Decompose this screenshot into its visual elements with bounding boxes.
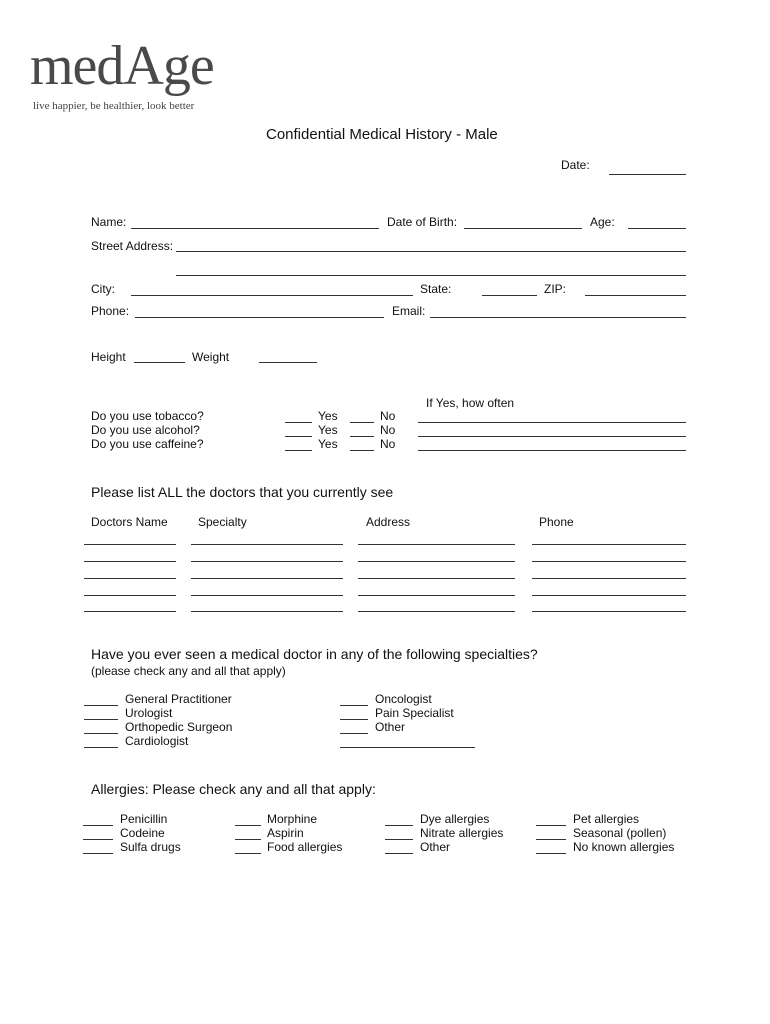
doctor-address-field[interactable] xyxy=(358,561,515,562)
allergy-morphine: Morphine xyxy=(267,812,318,826)
height-field[interactable] xyxy=(134,362,185,363)
doctor-specialty-field[interactable] xyxy=(191,544,343,545)
tobacco-no-blank[interactable] xyxy=(350,422,374,423)
caffeine-question: Do you use caffeine? xyxy=(91,437,204,451)
zip-field[interactable] xyxy=(585,295,686,296)
doctor-phone-field[interactable] xyxy=(532,611,686,612)
allergy-other: Other xyxy=(420,840,451,854)
allergy-nitrate-allergies: Nitrate allergies xyxy=(420,826,504,840)
doctor-name-field[interactable] xyxy=(84,561,176,562)
allergy-check-blank[interactable] xyxy=(235,853,261,854)
specialty-check-blank[interactable] xyxy=(340,733,368,734)
medage-logo xyxy=(30,35,270,118)
logo-wordmark: medAge xyxy=(30,35,214,97)
alcohol-no-blank[interactable] xyxy=(350,436,374,437)
doctor-address-field[interactable] xyxy=(358,611,515,612)
phone-label: Phone: xyxy=(91,304,130,318)
doctor-specialty-field[interactable] xyxy=(191,611,343,612)
allergy-seasonal-pollen: Seasonal (pollen) xyxy=(573,826,667,840)
age-field[interactable] xyxy=(628,228,686,229)
email-field[interactable] xyxy=(430,317,686,318)
street-label: Street Address: xyxy=(91,239,174,253)
specialty-check-blank[interactable] xyxy=(340,719,368,720)
doctor-address-field[interactable] xyxy=(358,544,515,545)
caffeine-how-often-field[interactable] xyxy=(418,450,686,451)
zip-label: ZIP: xyxy=(544,282,567,296)
col-doctors-name: Doctors Name xyxy=(91,515,168,529)
specialty-other: Other xyxy=(375,720,406,734)
specialty-general-practitioner: General Practitioner xyxy=(125,692,232,706)
state-label: State: xyxy=(420,282,452,296)
specialty-other-field[interactable] xyxy=(340,747,475,748)
allergy-check-blank[interactable] xyxy=(83,839,113,840)
specialty-urologist: Urologist xyxy=(125,706,173,720)
doctor-specialty-field[interactable] xyxy=(191,561,343,562)
doctor-specialty-field[interactable] xyxy=(191,578,343,579)
allergy-dye-allergies: Dye allergies xyxy=(420,812,490,826)
allergy-check-blank[interactable] xyxy=(536,853,566,854)
name-field[interactable] xyxy=(131,228,379,229)
allergy-check-blank[interactable] xyxy=(385,853,413,854)
caffeine-no-blank[interactable] xyxy=(350,450,374,451)
specialty-cardiologist: Cardiologist xyxy=(125,734,189,748)
tobacco-question: Do you use tobacco? xyxy=(91,409,204,423)
allergy-check-blank[interactable] xyxy=(536,825,566,826)
date-field[interactable] xyxy=(609,174,686,175)
doctor-address-field[interactable] xyxy=(358,578,515,579)
doctor-name-field[interactable] xyxy=(84,578,176,579)
doctor-phone-field[interactable] xyxy=(532,544,686,545)
doctor-name-field[interactable] xyxy=(84,544,176,545)
name-label: Name: xyxy=(91,215,127,229)
allergies-heading: Allergies: Please check any and all that apply: xyxy=(91,781,376,797)
dob-label: Date of Birth: xyxy=(387,215,458,229)
specialty-check-blank[interactable] xyxy=(84,719,118,720)
specialty-orthopedic-surgeon: Orthopedic Surgeon xyxy=(125,720,233,734)
doctor-specialty-field[interactable] xyxy=(191,595,343,596)
weight-field[interactable] xyxy=(259,362,317,363)
doctor-phone-field[interactable] xyxy=(532,595,686,596)
email-label: Email: xyxy=(392,304,426,318)
date-label: Date: xyxy=(561,158,590,172)
weight-label: Weight xyxy=(192,350,230,364)
street-field[interactable] xyxy=(176,251,686,252)
specialty-pain-specialist: Pain Specialist xyxy=(375,706,454,720)
allergy-check-blank[interactable] xyxy=(235,825,261,826)
specialty-oncologist: Oncologist xyxy=(375,692,432,706)
allergy-check-blank[interactable] xyxy=(235,839,261,840)
tobacco-yes-label: Yes xyxy=(318,409,338,423)
tobacco-yes-blank[interactable] xyxy=(285,422,312,423)
alcohol-question: Do you use alcohol? xyxy=(91,423,200,437)
street-field-line2[interactable] xyxy=(176,275,686,276)
col-phone: Phone xyxy=(539,515,574,529)
caffeine-yes-label: Yes xyxy=(318,437,338,451)
allergy-food-allergies: Food allergies xyxy=(267,840,343,854)
dob-field[interactable] xyxy=(464,228,582,229)
allergy-check-blank[interactable] xyxy=(385,839,413,840)
specialty-check-blank[interactable] xyxy=(84,733,118,734)
logo-tagline: live happier, be healthier, look better xyxy=(33,100,195,112)
how-often-header: If Yes, how often xyxy=(426,396,515,410)
specialty-check-blank[interactable] xyxy=(340,705,368,706)
alcohol-yes-blank[interactable] xyxy=(285,436,312,437)
form-title: Confidential Medical History - Male xyxy=(266,126,498,143)
allergy-aspirin: Aspirin xyxy=(267,826,304,840)
height-label: Height xyxy=(91,350,126,364)
city-field[interactable] xyxy=(131,295,413,296)
specialty-check-blank[interactable] xyxy=(84,705,118,706)
doctor-phone-field[interactable] xyxy=(532,561,686,562)
doctor-name-field[interactable] xyxy=(84,611,176,612)
phone-field[interactable] xyxy=(135,317,384,318)
allergy-check-blank[interactable] xyxy=(385,825,413,826)
alcohol-how-often-field[interactable] xyxy=(418,436,686,437)
doctor-address-field[interactable] xyxy=(358,595,515,596)
tobacco-no-label: No xyxy=(380,409,396,423)
specialty-check-blank[interactable] xyxy=(84,747,118,748)
tobacco-how-often-field[interactable] xyxy=(418,422,686,423)
allergy-penicillin: Penicillin xyxy=(120,812,168,826)
allergy-sulfa-drugs: Sulfa drugs xyxy=(120,840,181,854)
allergy-no-known: No known allergies xyxy=(573,840,675,854)
doctor-phone-field[interactable] xyxy=(532,578,686,579)
col-specialty: Specialty xyxy=(198,515,247,529)
age-label: Age: xyxy=(590,215,615,229)
city-label: City: xyxy=(91,282,115,296)
allergy-check-blank[interactable] xyxy=(83,853,113,854)
alcohol-yes-label: Yes xyxy=(318,423,338,437)
doctor-name-field[interactable] xyxy=(84,595,176,596)
specialties-heading: Have you ever seen a medical doctor in any of the following specialties? xyxy=(91,646,538,662)
allergy-pet-allergies: Pet allergies xyxy=(573,812,640,826)
state-field[interactable] xyxy=(482,295,537,296)
allergy-check-blank[interactable] xyxy=(83,825,113,826)
specialties-note: (please check any and all that apply) xyxy=(91,664,286,678)
doctors-heading: Please list ALL the doctors that you currently see xyxy=(91,484,394,500)
allergy-codeine: Codeine xyxy=(120,826,165,840)
col-address: Address xyxy=(366,515,411,529)
caffeine-yes-blank[interactable] xyxy=(285,450,312,451)
caffeine-no-label: No xyxy=(380,437,396,451)
alcohol-no-label: No xyxy=(380,423,396,437)
allergy-check-blank[interactable] xyxy=(536,839,566,840)
